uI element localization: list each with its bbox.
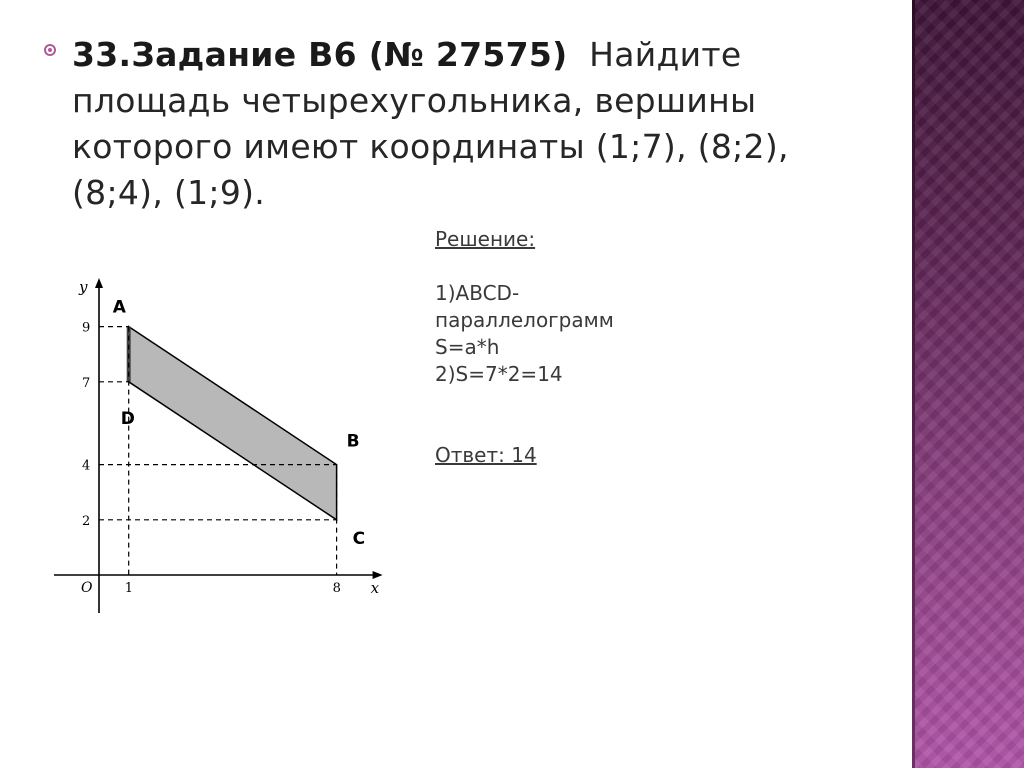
x-tick-label-8: 8 (332, 581, 341, 596)
vertex-label-a: A (112, 297, 126, 318)
y-tick-label-2: 2 (82, 513, 91, 529)
graph-svg (50, 270, 400, 620)
x-axis-arrow (373, 571, 383, 579)
vertex-label-b: B (346, 431, 360, 452)
vertex-label-c: C (352, 528, 366, 549)
y-axis-arrow (95, 278, 103, 288)
y-tick-label-4: 4 (82, 458, 91, 474)
decorative-side-band (912, 0, 1024, 768)
problem-statement (72, 32, 862, 216)
coordinate-graph (50, 270, 400, 620)
solution-line-3: S=a*h (435, 335, 500, 359)
y-axis-label: y (79, 278, 88, 296)
solution-line-2: параллелограмм (435, 308, 614, 332)
y-tick-label-9: 9 (82, 320, 91, 336)
x-axis-label: x (370, 579, 380, 597)
solution-line-1: 1)ABCD- (435, 281, 520, 305)
vertex-label-d: D (120, 408, 135, 429)
problem-text-first: Найдите (589, 35, 742, 74)
problem-text-rest: площадь четырехугольника, вершины которого имеют координаты (1;7), (8;2), (8;4), (1;9). (72, 81, 789, 212)
parallelogram-shape (129, 327, 337, 520)
origin-label: O (81, 580, 93, 596)
bullet-icon (44, 44, 56, 56)
solution-line-4: 2)S=7*2=14 (435, 362, 563, 386)
solution-heading: Решение: (435, 227, 536, 251)
solution-block (435, 226, 735, 469)
x-tick-label-1: 1 (124, 581, 133, 596)
solution-answer: Ответ: 14 (435, 443, 537, 467)
y-tick-label-7: 7 (82, 375, 91, 391)
problem-title: 33.Задание B6 (№ 27575) (72, 35, 568, 74)
